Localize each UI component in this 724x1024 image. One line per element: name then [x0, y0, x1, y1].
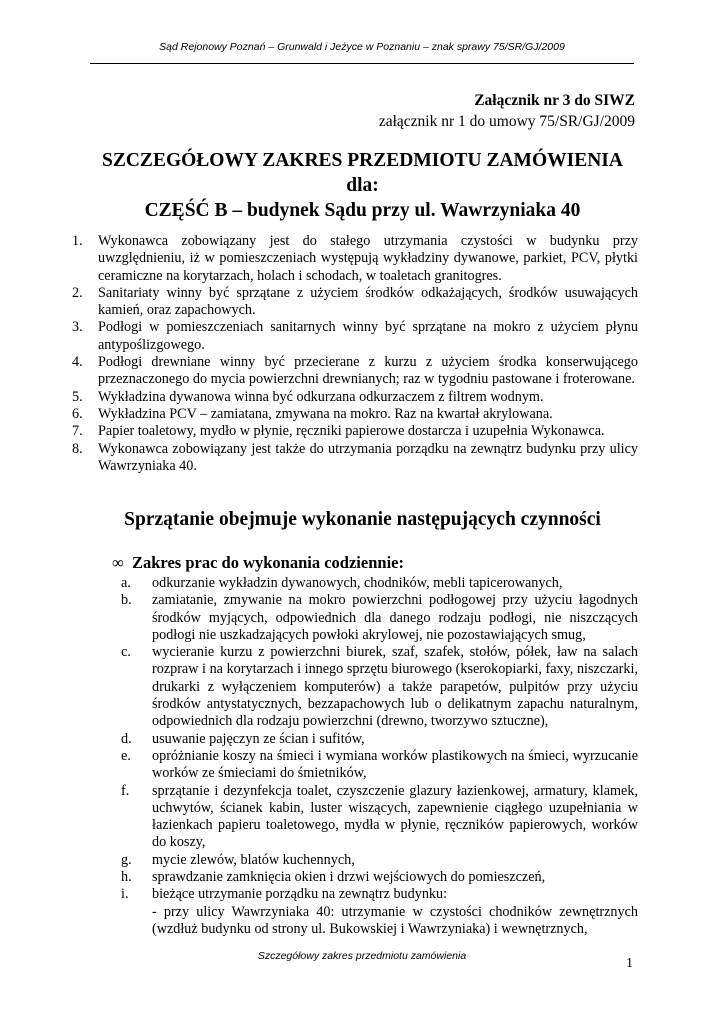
list-item: c. wycieranie kurzu z powierzchni biurek, szaf, szafek, stołów, półek, ław na salach rozpraw i na korytarzach i innego sprzętu biurowego (kserokopiarki, faxy, niszczarki, drukarki z wyłączeniem komputerów) a także parapetów, pulpitów przy użyciu środków antystatycznych, bezzapachowych lub o delikatnym zapachu naturalnym, odpowiednich dla rodzaju powierzchni (drewno, tworzywo sztuczne), — [121, 644, 638, 730]
document-title — [90, 148, 635, 223]
list-item: f. sprzątanie i dezynfekcja toalet, czyszczenie glazury łazienkowej, armatury, klamek, uchwytów, ścianek kabin, luster wiszących, zapewnienie ciągłego uzupełniania w łazienkach papieru toaletowego, mydła w płynie, ręczników papierowych, worków do koszy, — [121, 782, 638, 851]
list-item: i. bieżące utrzymanie porządku na zewnątrz budynku: - przy ulicy Wawrzyniaka 40: utrzymanie w czystości chodników zewnętrznych (wzdłuż budynku od strony ul. Bukowskiej i Wawrzyniaka) i wewnętrznych, — [121, 886, 638, 937]
header-divider — [90, 63, 634, 64]
page-footer: Szczegółowy zakres przedmiotu zamówienia — [257, 950, 467, 962]
annex-line-siwz: Załącznik nr 3 do SIWZ — [474, 92, 635, 109]
list-item-text: bieżące utrzymanie porządku na zewnątrz budynku: — [152, 886, 448, 903]
list-item: 1. Wykonawca zobowiązany jest do stałego utrzymania czystości w budynku przy uwzględnieniu, iż w pomieszczeniach występują wykładziny dywanowe, parkiet, PCV, płytki ceramiczne na korytarzach, holach i schodach, w toaletach granitogres. — [72, 233, 638, 284]
list-item-subtext: - przy ulicy Wawrzyniaka 40: utrzymanie w czystości chodników zewnętrznych (wzdłuż budynku od strony ul. Bukowskiej i Wawrzyniaka) i wewnętrznych, — [152, 903, 638, 937]
list-item: e. opróżnianie koszy na śmieci i wymiana worków plastikowych na śmieci, wyrzucanie worków ze śmieciami do śmietników, — [121, 747, 638, 782]
title-line-1: SZCZEGÓŁOWY ZAKRES PRZEDMIOTU ZAMÓWIENIA — [102, 150, 623, 171]
page-number: 1 — [626, 956, 633, 971]
list-item: d. usuwanie pajęczyn ze ścian i sufitów, — [121, 730, 365, 747]
list-item: 6. Wykładzina PCV – zamiatana, zmywana na mokro. Raz na kwartał akrylowana. — [72, 405, 553, 422]
daily-tasks-list — [112, 575, 638, 938]
daily-heading-text: Zakres prac do wykonania codziennie: — [132, 553, 404, 572]
list-item: 8. Wykonawca zobowiązany jest także do utrzymania porządku na zewnątrz budynku przy ulicy Wawrzyniaka 40. — [72, 440, 638, 474]
title-line-2: dla: — [346, 175, 379, 196]
infinity-bullet-icon: ∞ — [112, 553, 124, 572]
page-header: Sąd Rejonowy Poznań – Grunwald i Jeżyce w Poznaniu – znak sprawy 75/SR/GJ/2009 — [159, 41, 565, 53]
daily-scope-heading — [112, 553, 404, 573]
numbered-requirements-list — [72, 233, 638, 475]
section-heading: Sprzątanie obejmuje wykonanie następujących czynności — [124, 509, 601, 530]
annex-line-contract: załącznik nr 1 do umowy 75/SR/GJ/2009 — [378, 113, 635, 130]
list-item: h. sprawdzanie zamknięcia okien i drzwi wejściowych do pomieszczeń, — [121, 869, 546, 886]
title-line-3: CZĘŚĆ B – budynek Sądu przy ul. Wawrzyniaka 40 — [144, 200, 581, 221]
list-item: 2. Sanitariaty winny być sprzątane z użyciem środków odkażających, środków usuwających kamień, oraz zapachowych. — [72, 284, 638, 319]
list-item: a. odkurzanie wykładzin dywanowych, chodników, mebli tapicerowanych, — [121, 575, 563, 591]
list-item: 3. Podłogi w pomieszczeniach sanitarnych winny być sprzątane na mokro z użyciem płynu antypoślizgowego. — [72, 319, 638, 353]
annex-block — [379, 90, 635, 132]
list-item: 5. Wykładzina dywanowa winna być odkurzana odkurzaczem z filtrem wodnym. — [72, 388, 544, 405]
list-item: b. zamiatanie, zmywanie na mokro powierzchni podłogowej przy użyciu łagodnych środków myjących, odpowiednich dla danego rodzaju podłogi, nie niszczących podłogi nie uszkadzających powłoki akrylowej, nie pozostawiających smug, — [121, 592, 638, 643]
list-item: 7. Papier toaletowy, mydło w płynie, ręczniki papierowe dostarcza i uzupełnia Wykonawca. — [72, 423, 605, 440]
list-item: 4. Podłogi drewniane winny być przecierane z kurzu z użyciem środka konserwującego przeznaczonego do mycia powierzchni drewnianych; raz w tygodniu pastowane i froterowane. — [72, 354, 638, 388]
list-item: g. mycie zlewów, blatów kuchennych, — [121, 851, 355, 868]
